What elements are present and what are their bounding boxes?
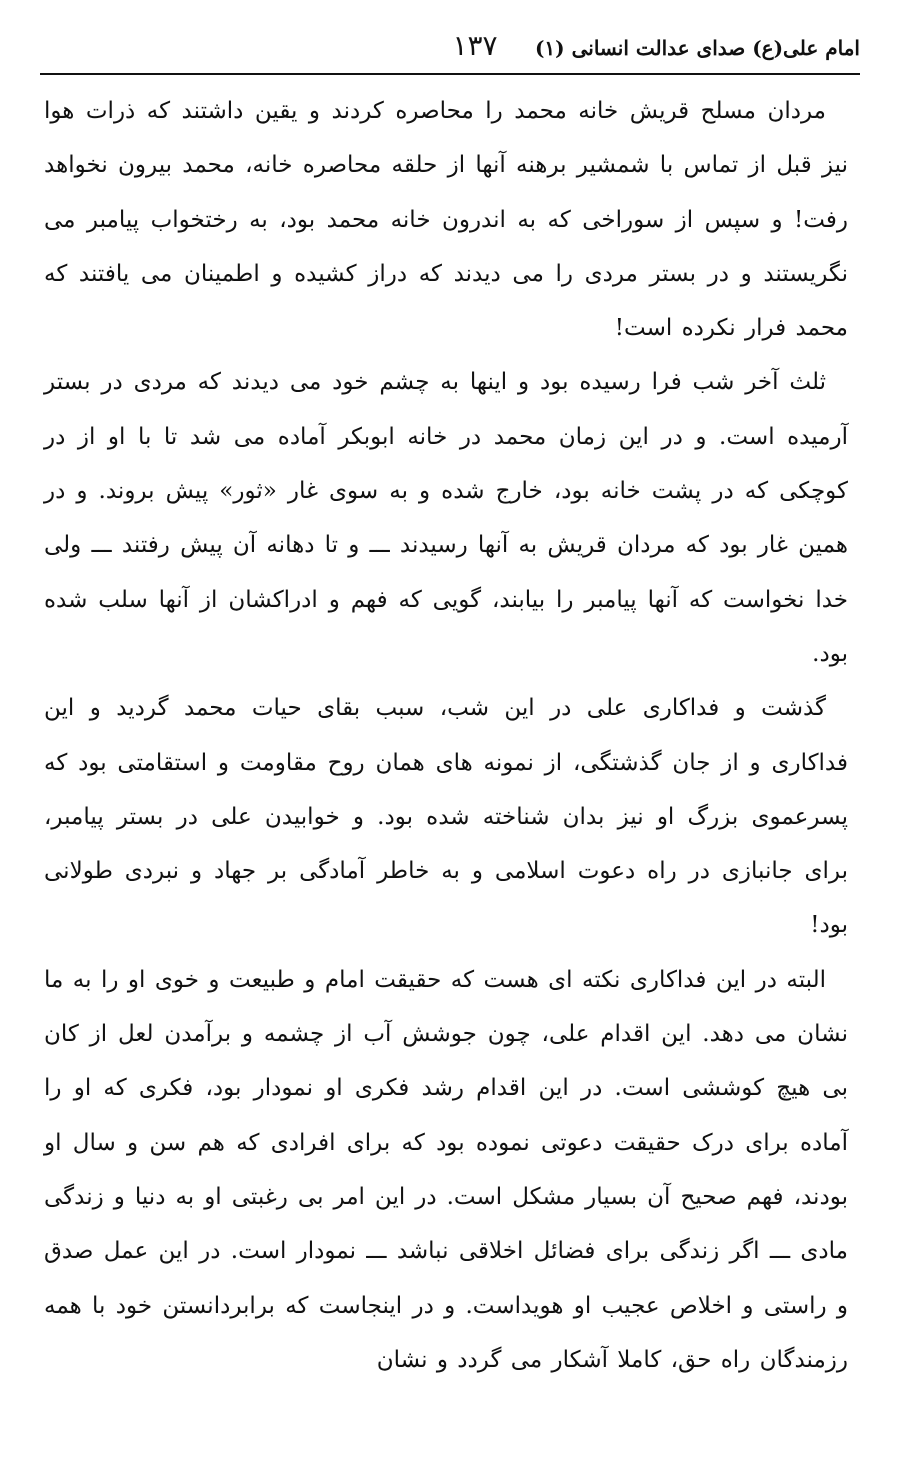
page-header (40, 26, 860, 72)
paragraph-2: ثلث آخر شب فرا رسیده بود و اینها به چشم خود می دیدند که مردی در بستر آرمیده است. و در این زمان محمد در خانه ابوبکر آماده می شد تا با او از در کوچکی که در پشت خانه بود، خارج شده و به سوی غار «ثور» پیش بروند. و در همین غار بود که مردان قریش به آنها رسیدند ـــ و تا دهانه آن پیش رفتند ـــ ولی خدا نخواست که آنها پیامبر را بیابند، گویی که فهم و ادراکشان از آنها سلب شده بود. (44, 369, 848, 667)
running-title: امام علی(ع) صدای عدالت انسانی (۱) (534, 36, 860, 60)
body-text (44, 84, 848, 1387)
page-number: ۱۳۷ (452, 29, 498, 62)
paragraph-3: گذشت و فداکاری علی در این شب، سبب بقای حیات محمد گردید و این فداکاری و از جان گذشتگی، از نمونه های همان روح مقاومت و استقامتی بود که پسرعموی بزرگ او نیز بدان شناخته شده بود. و خوابیدن علی در بستر پیامبر، برای جانبازی در راه دعوت اسلامی و به خاطر آمادگی بر جهاد و نبردی طولانی بود! (44, 695, 848, 939)
paragraph-1: مردان مسلح قریش خانه محمد را محاصره کردند و یقین داشتند که ذرات هوا نیز قبل از تماس با شمشیر برهنه آنها از حلقه محاصره خانه، محمد بیرون نخواهد رفت! و سپس از سوراخی که به اندرون خانه محمد بود، به رختخواب پیامبر می نگریستند و در بستر مردی را می دیدند که دراز کشیده و اطمینان می یافتند که محمد فرار نکرده است! (44, 98, 848, 342)
paragraph-4: البته در این فداکاری نکته ای هست که حقیقت امام و طبیعت و خوی او را به ما نشان می دهد. این اقدام علی، چون جوشش آب از چشمه و برآمدن لعل از کان بی هیچ کوششی است. در این اقدام رشد فکری او نمودار بود، فکری که او را آماده برای درک حقیقت دعوتی نموده بود که برای افرادی که هم سن و سال او بودند، فهم صحیح آن بسیار مشکل است. در این امر بی رغبتی او به دنیا و زندگی مادی ـــ اگر زندگی برای فضائل اخلاقی نباشد ـــ نمودار است. در این عمل صدق و راستی و اخلاص عجیب او هویداست. و در اینجاست که برابردانستن خود با همه رزمندگان راه حق، کاملا آشکار می گردد و نشان (44, 966, 848, 1373)
header-rule (40, 73, 860, 75)
